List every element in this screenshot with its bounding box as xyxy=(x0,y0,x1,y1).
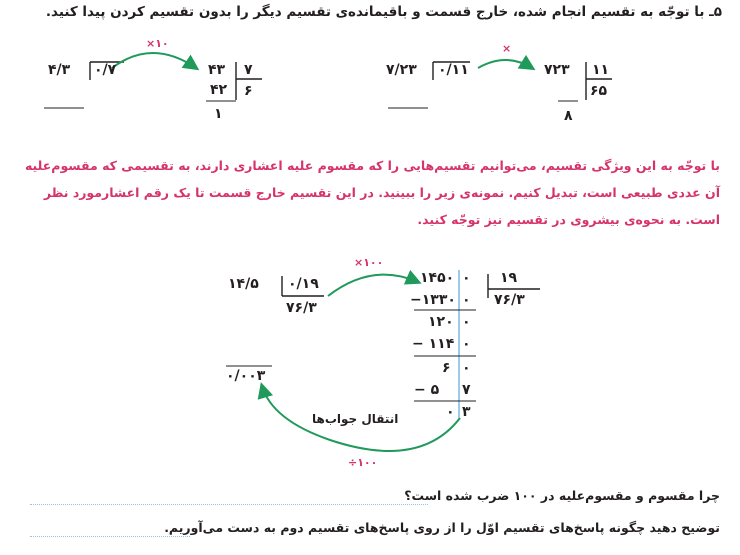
divide-label: ÷۱۰۰ xyxy=(348,456,378,469)
step4: ۶ xyxy=(442,360,451,376)
left-worked-dividend: ۴۳ xyxy=(208,62,226,78)
final: ۰ xyxy=(446,404,455,420)
left-divisor: ۰/۷ xyxy=(94,62,117,78)
left-worked-remainder: ۱ xyxy=(214,106,223,122)
explanation-paragraph: با توجّه به این ویژگی تقسیم، می‌توانیم تقسیم‌هایی را که مقسوم علیه اعشاری دارند، به تقسیمی که مقسوم‌علیه آن عددی طبیعی است، تبدیل کنیم. نمونه‌ی زیر را ببینید. در این تقسیم خارج قسمت تا یک رقم اعشارمورد نظر است. به نحوه‌ی بیشروی در تقسیم نیز توجّه کنید. xyxy=(24,158,720,227)
step3: − ۱۱۴ xyxy=(412,336,455,352)
ex3-multiplier: ×۱۰۰ xyxy=(354,256,384,269)
answer-line-2[interactable] xyxy=(30,536,190,537)
ex3-left-remainder: ۰/۰۰۳ xyxy=(226,368,266,384)
step4-decimal: ۰ xyxy=(462,360,471,376)
right-worked-dividend: ۷۲۳ xyxy=(544,62,570,78)
question-1: چرا مقسوم و مقسوم‌علیه در ۱۰۰ ضرب شده است؟ xyxy=(404,488,720,503)
left-worked-subtracted: ۴۲ xyxy=(210,82,228,98)
long-dividend-decimal: ۰ xyxy=(462,270,471,286)
question-2: توضیح دهید چگونه پاسخ‌های تقسیم اوّل را از روی پاسخ‌های تقسیم دوم به دست می‌آوریم. xyxy=(164,520,720,535)
step5: − ۵ xyxy=(414,382,440,398)
long-quotient: ۷۶/۳ xyxy=(494,292,525,308)
left-multiplier: ×۱۰ xyxy=(146,37,169,50)
left-worked-quotient: ۶ xyxy=(244,83,253,99)
long-divisor: ۱۹ xyxy=(500,270,518,286)
ex3-divisor: ۰/۱۹ xyxy=(288,276,319,292)
step1-decimal: ۰ xyxy=(462,292,471,308)
arrow-right-multiply xyxy=(478,60,532,68)
answer-line-1[interactable] xyxy=(30,504,428,505)
step2: ۱۲۰ xyxy=(428,314,454,330)
right-worked-remainder: ۸ xyxy=(564,108,573,124)
final-decimal: ۳ xyxy=(462,404,471,420)
ex3-dividend: ۱۴/۵ xyxy=(228,276,259,292)
transfer-label: انتقال جواب‌ها xyxy=(312,412,399,426)
left-worked-divisor: ۷ xyxy=(244,62,253,78)
question-title: ۵ـ با توجّه به تقسیم انجام شده، خارج قسمت و باقیمانده‌ی تقسیم دیگر را بدون تقسیم کردن پیدا کنید. xyxy=(45,4,722,20)
right-dividend: ۷/۲۳ xyxy=(386,62,417,78)
step3-decimal: ۰ xyxy=(462,336,471,352)
right-worked-divisor: ۱۱ xyxy=(592,62,610,78)
step5-decimal: ۷ xyxy=(462,382,471,398)
right-multiplier: × xyxy=(502,42,512,55)
arrow-left-multiply xyxy=(112,53,196,68)
left-dividend: ۴/۳ xyxy=(48,62,71,78)
arrow-multiply-100 xyxy=(328,275,418,296)
right-worked-quotient: ۶۵ xyxy=(590,83,608,99)
right-divisor: ۰/۱۱ xyxy=(438,62,469,78)
ex3-quotient: ۷۶/۳ xyxy=(286,300,317,316)
step2-decimal: ۰ xyxy=(462,314,471,330)
step1: −۱۳۳۰ xyxy=(410,292,456,308)
long-dividend: ۱۴۵۰ xyxy=(420,270,455,286)
